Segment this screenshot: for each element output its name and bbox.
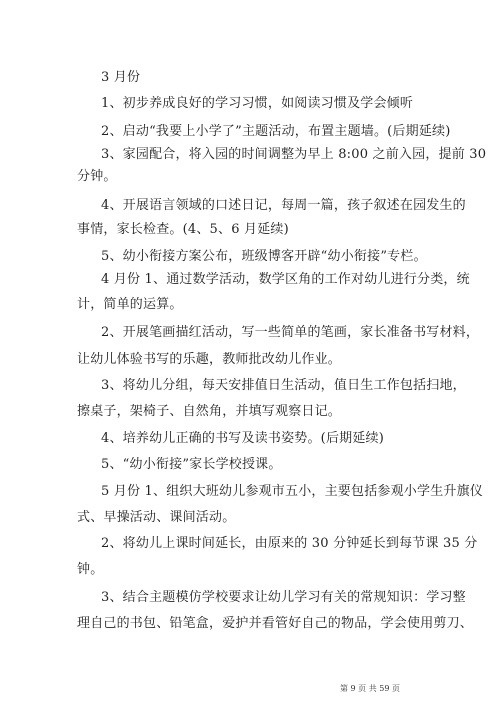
text-line: 分钟。	[77, 169, 117, 184]
text-line: 2、开展笔画描红活动，写一些简单的笔画，家长准备书写材料，	[101, 325, 480, 340]
text-line: 3、家园配合，将入园的时间调整为早上 8:00 之前入园，提前 30	[101, 147, 487, 162]
text-line: 擦桌子，架椅子、自然角，并填写观察日记。	[77, 404, 342, 419]
text-line: 4 月份 1、通过数学活动，数学区角的工作对幼儿进行分类，统	[101, 272, 470, 287]
text-line: 3、结合主题模仿学校要求让幼儿学习有关的常规知识：学习整	[101, 590, 466, 605]
text-line: 事情，家长检查。(4、5、6 月延续)	[77, 222, 289, 237]
text-line: 5、“幼小衔接”家长学校授课。	[101, 457, 282, 472]
text-line: 3、将幼儿分组，每天安排值日生活动，值日生工作包括扫地，	[101, 378, 466, 393]
text-line: 2、启动“我要上小学了”主题活动，布置主题墙。(后期延续)	[101, 124, 451, 139]
text-line: 4、培养幼儿正确的书写及读书姿势。(后期延续)	[101, 431, 385, 446]
text-line: 5 月份 1、组织大班幼儿参观市五小，主要包括参观小学生升旗仪	[101, 484, 484, 499]
text-line: 式、早操活动、课间活动。	[77, 510, 236, 525]
text-line: 1、初步养成良好的学习习惯，如阅读习惯及学会倾听	[101, 96, 414, 111]
text-line: 理自己的书包、铅笔盒，爱护并看管好自己的物品，学会使用剪刀、	[77, 616, 474, 631]
text-line: 钟。	[77, 562, 104, 577]
text-line: 让幼儿体验书写的乐趣，教师批改幼儿作业。	[77, 352, 342, 367]
page-number-footer: 第 9 页 共 59 页	[340, 684, 400, 693]
text-line: 4、开展语言领域的口述日记，每周一篇，孩子叙述在园发生的	[101, 198, 466, 213]
text-line: 2、将幼儿上课时间延长，由原来的 30 分钟延长到每节课 35 分	[101, 536, 478, 551]
text-line: 3 月份	[101, 70, 141, 85]
text-line: 计，简单的运算。	[77, 297, 183, 312]
text-line: 5、幼小衔接方案公布，班级博客开辟“幼小衔接”专栏。	[101, 249, 427, 264]
